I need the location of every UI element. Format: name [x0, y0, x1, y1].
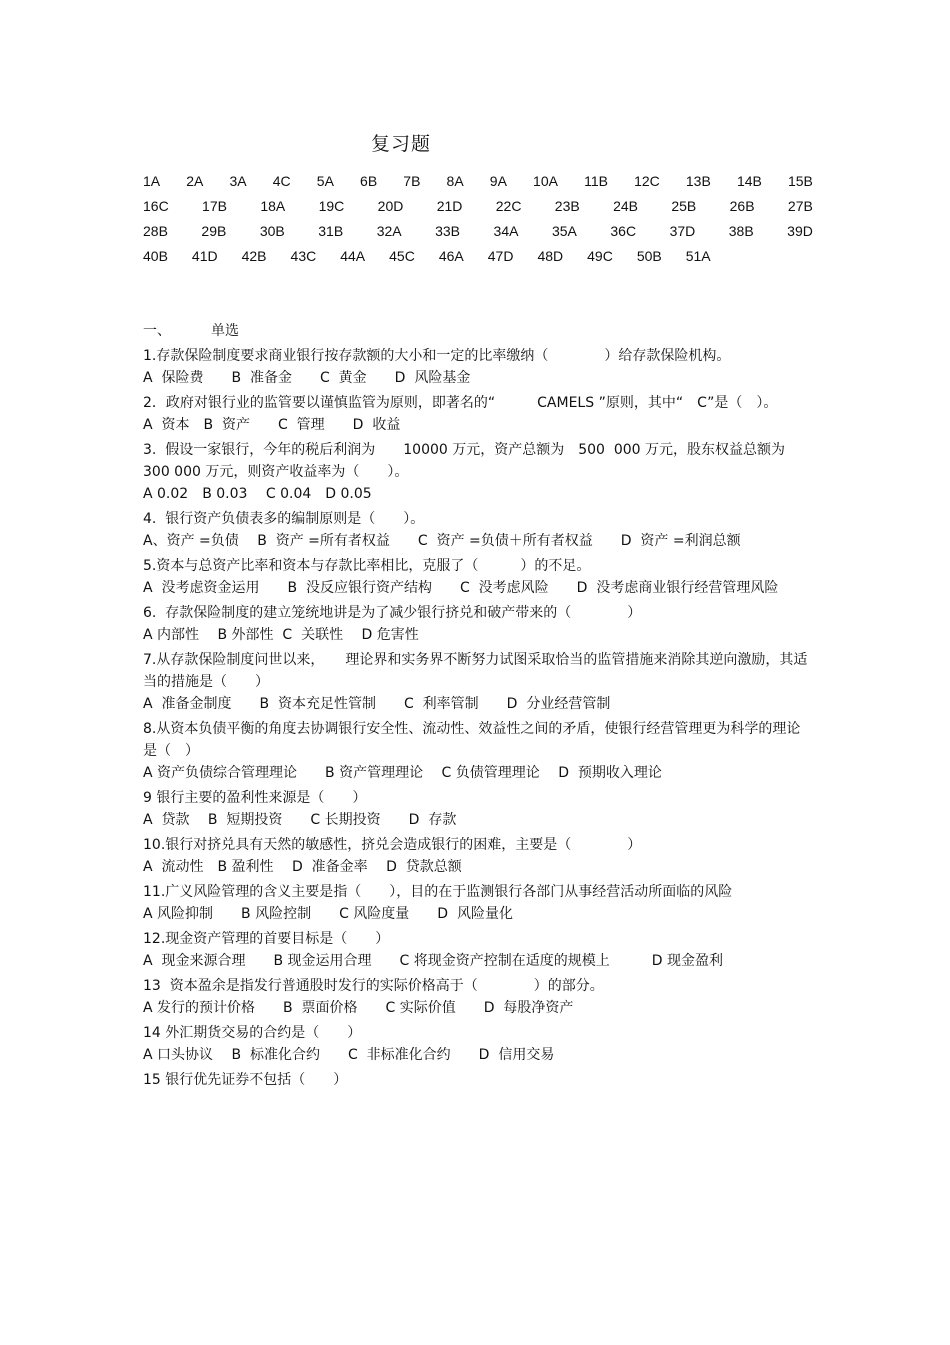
question-text: 9 银行主要的盈利性来源是（ ） — [143, 790, 367, 806]
question-text: 2．政府对银行业的监管要以谨慎监管为原则，即著名的“ CAMELS ”原则，其中“ C”是（ ）。 — [143, 395, 778, 411]
question-options: A、资产 =负债 B 资产 =所有者权益 C 资产 =负债＋所有者权益 D 资产 =利润总额 — [143, 533, 741, 549]
answer-item: 43C — [290, 248, 317, 264]
answer-item: 5A — [316, 173, 334, 189]
answer-item: 49C — [587, 248, 613, 264]
question-text: 11.广义风险管理的含义主要是指（ ），目的在于监测银行各部门从事经营活动所面临的风险 — [143, 884, 733, 900]
answer-item: 19C — [318, 198, 345, 214]
answer-item: 48D — [537, 248, 564, 264]
answer-row — [143, 197, 813, 222]
answer-item: 41D — [191, 248, 218, 264]
question-options: A 内部性 B 外部性 C 关联性 D 危害性 — [143, 627, 419, 643]
answer-item: 44A — [340, 248, 366, 264]
answer-item: 6B — [360, 173, 378, 189]
answer-item: 34A — [493, 223, 519, 239]
question-options: A 资本 B 资产 C 管理 D 收益 — [143, 417, 401, 433]
answer-item: 45C — [389, 248, 415, 264]
answer-key — [143, 172, 813, 272]
answer-item: 39D — [787, 223, 813, 239]
answer-item: 1A — [143, 173, 161, 189]
question-text: 4. 银行资产负债表多的编制原则是（ ）。 — [143, 511, 425, 527]
answer-item: 21D — [436, 198, 463, 214]
answer-item: 8A — [446, 173, 464, 189]
question-options: A 没考虑资金运用 B 没反应银行资产结构 C 没考虑风险 D 没考虑商业银行经营管理风险 — [143, 580, 779, 596]
answer-item: 29B — [201, 223, 227, 239]
question-text: 3. 假设一家银行，今年的税后利润为 10000 万元，资产总额为 500 000 万元，股东权益总额为 300 000 万元，则资产收益率为（ ）。 — [143, 442, 794, 480]
answer-item: 20D — [377, 198, 404, 214]
answer-row — [143, 222, 813, 247]
question-options: A 贷款 B 短期投资 C 长期投资 D 存款 — [143, 812, 457, 828]
question-text: 14 外汇期货交易的合约是（ ） — [143, 1025, 362, 1041]
answer-item: 15B — [787, 173, 813, 189]
section-number: 一、 — [143, 323, 171, 339]
answer-item: 35A — [551, 223, 577, 239]
question-text: 10.银行对挤兑具有天然的敏感性，挤兑会造成银行的困难，主要是（ ） — [143, 837, 642, 853]
answer-row — [143, 247, 813, 272]
question-text: 7.从存款保险制度问世以来， 理论界和实务界不断努力试图采取恰当的监管措施来消除其逆向激励，其适当的措施是（ ） — [143, 652, 808, 690]
question-text: 15 银行优先证券不包括（ ） — [143, 1072, 348, 1088]
question-options: A 资产负债综合管理理论 B 资产管理理论 C 负债管理理论 D 预期收入理论 — [143, 765, 662, 781]
answer-item: 12C — [634, 173, 660, 189]
answer-item: 11B — [584, 173, 608, 189]
answer-item: 2A — [186, 173, 204, 189]
answer-item: 9A — [489, 173, 507, 189]
answer-item: 3A — [229, 173, 247, 189]
question-text: 5.资本与总资产比率和资本与存款比率相比，克服了（ ）的不足。 — [143, 558, 591, 574]
answer-item: 18A — [260, 198, 286, 214]
answer-item: 30B — [259, 223, 285, 239]
question-options: A 0.02 B 0.03 C 0.04 D 0.05 — [143, 486, 372, 502]
question-options: A 口头协议 B 标准化合约 C 非标准化合约 D 信用交易 — [143, 1047, 555, 1063]
question-text: 13 资本盈余是指发行普通股时发行的实际价格高于（ ）的部分。 — [143, 978, 604, 994]
answer-item: 40B — [143, 248, 168, 264]
answer-item: 13B — [685, 173, 711, 189]
answer-item: 14B — [736, 173, 762, 189]
answer-item: 38B — [728, 223, 754, 239]
answer-item: 33B — [435, 223, 461, 239]
answer-item: 42B — [241, 248, 267, 264]
answer-item: 27B — [787, 198, 813, 214]
answer-item: 22C — [495, 198, 522, 214]
question-text: 8.从资本负债平衡的角度去协调银行安全性、流动性、效益性之间的矛盾，使银行经营管理更为科学的理论是（ ） — [143, 721, 801, 759]
answer-row — [143, 172, 813, 197]
question-text: 12.现金资产管理的首要目标是（ ） — [143, 931, 390, 947]
answer-item: 25B — [671, 198, 697, 214]
question-options: A 保险费 B 准备金 C 黄金 D 风险基金 — [143, 370, 471, 386]
document-title: 复习题 — [371, 133, 432, 155]
question-options: A 准备金制度 B 资本充足性管制 C 利率管制 D 分业经营管制 — [143, 696, 611, 712]
answer-item: 51A — [685, 248, 711, 264]
answer-item: 26B — [729, 198, 755, 214]
question-list — [143, 345, 811, 1091]
answer-item: 24B — [613, 198, 638, 214]
answer-item: 23B — [554, 198, 580, 214]
answer-item: 7B — [403, 173, 421, 189]
answer-item: 28B — [143, 223, 168, 239]
question-text: 6. 存款保险制度的建立笼统地讲是为了减少银行挤兑和破产带来的（ ） — [143, 605, 642, 621]
answer-item: 50B — [636, 248, 662, 264]
section-heading — [143, 320, 239, 340]
question-options: A 发行的预计价格 B 票面价格 C 实际价值 D 每股净资产 — [143, 1000, 574, 1016]
section-label: 单选 — [211, 323, 239, 339]
answer-item: 36C — [610, 223, 637, 239]
question-options: A 风险抑制 B 风险控制 C 风险度量 D 风险量化 — [143, 906, 513, 922]
question-options: A 现金来源合理 B 现金运用合理 C 将现金资产控制在适度的规模上 D 现金盈利 — [143, 953, 723, 969]
answer-item: 10A — [533, 173, 558, 189]
answer-item: 47D — [487, 248, 514, 264]
answer-item: 32A — [376, 223, 402, 239]
answer-item: 37D — [669, 223, 696, 239]
answer-item: 46A — [438, 248, 464, 264]
answer-item: 4C — [272, 173, 291, 189]
question-options: A 流动性 B 盈利性 D 准备金率 D 贷款总额 — [143, 859, 462, 875]
answer-item: 17B — [202, 198, 227, 214]
answer-item: 16C — [143, 198, 169, 214]
question-text: 1.存款保险制度要求商业银行按存款额的大小和一定的比率缴纳（ ）给存款保险机构。 — [143, 348, 731, 364]
answer-item: 31B — [318, 223, 344, 239]
